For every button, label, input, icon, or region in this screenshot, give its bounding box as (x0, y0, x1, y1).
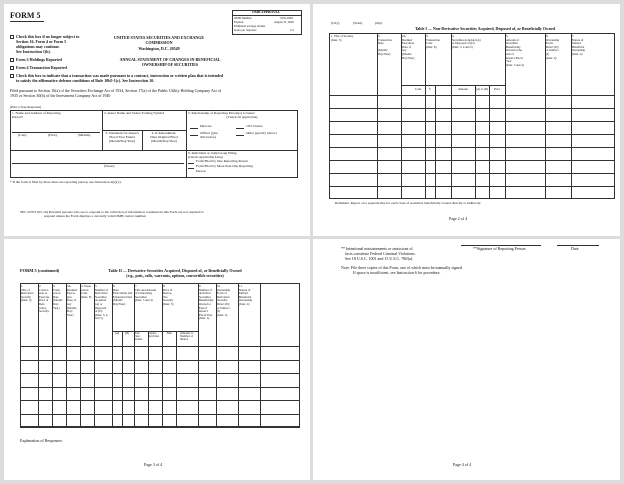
table2-col-header-line: and 5) (95, 316, 103, 321)
table1-col-header-line: (Month/ (378, 48, 388, 53)
agency-name: UNITED STATES SECURITIES AND EXCHANGE (113, 35, 205, 40)
box4-label-3: (Month/Day/Year) (151, 139, 177, 143)
table1-col-header-line: Date, if (402, 44, 411, 49)
street-label: (Street) (104, 164, 115, 168)
check-form3-holdings[interactable]: Form 3 Holdings Reported (10, 58, 62, 62)
table2-col-header-line: Derivative (21, 291, 34, 296)
table2-col-header-line: Number of (199, 287, 213, 292)
table2-col-header-line: Beneficially (199, 298, 214, 303)
table1-col-header-line: Execution (402, 41, 415, 46)
table1-col-header-line: Transaction (426, 37, 441, 42)
table2-col-header-line: (Instr. 4) (199, 316, 210, 321)
table1-col-header-line: Form: (546, 41, 554, 46)
table2-col-header-line: Securities (95, 294, 107, 299)
table1-col-header-line: 5. (506, 34, 509, 38)
box3-label-3: (Month/Day/Year) (109, 139, 135, 143)
table2-row-line (20, 400, 300, 401)
check-text-line: See Instruction 1(b). (16, 49, 51, 54)
table1-col-header-line: or Indirect (546, 48, 559, 53)
table2-col-header-line: 8. (163, 284, 166, 288)
table2-col-header-line: (Instr. 3, 4, (95, 312, 109, 317)
table1-col-header-line: (Instr. 3 and 4) (506, 62, 524, 67)
table2-col-header-line: Derivative (95, 291, 108, 296)
table2-col-header-line: Date (113, 287, 119, 292)
table2-col-header-line: 10. (217, 284, 221, 288)
table2-col-header-line: 2. (39, 284, 42, 288)
sec-notice-2: respond unless the Form displays a currently valid OMB control number. (44, 214, 147, 218)
table2-col-header-line: action (81, 287, 89, 292)
table2-col-header-line: Derivative (217, 294, 230, 299)
table2-col-header-line: Title and Amount (135, 287, 157, 292)
violations-notice-2: facts constitute Federal Criminal Violations. (345, 251, 416, 256)
table2-col-header-line: any (67, 302, 72, 306)
table1-col-header-line: 6. (546, 34, 549, 38)
table2-col-header-line: of (D) (95, 309, 103, 314)
table1-col-header-line: Transaction (378, 37, 393, 42)
table2-col-header-line: vative (39, 305, 47, 310)
table1-col-header-line: 1. Title of Security (331, 34, 354, 38)
filed-pursuant: Filed pursuant to Section 16(a) of the Securities Exchange Act of 1934, Section 17(a) of the Public Utility Holding Company Act of (10, 88, 222, 93)
table1-col-header-line: (Instr. 3) (331, 37, 342, 42)
table2-col-header-line: Expiration Date (113, 294, 133, 299)
table2-col-header-line: (Instr. 5) (163, 302, 174, 306)
table2-col-header-line: sion or (39, 291, 48, 296)
table2-col-header-line: (Instr. 3 and 4) (135, 298, 153, 303)
reporting-person-grid (10, 110, 298, 178)
table2-col-header-line: 9. (199, 284, 202, 288)
subcol-expiration: Expira-tion Date (148, 331, 160, 338)
table1-col-header-line: 3. (426, 34, 429, 38)
omb-heading: OMB APPROVAL (252, 10, 281, 14)
table1-col-header-line: Securities (506, 41, 518, 46)
table1-col-header-line: Beneficial (572, 44, 585, 49)
subcol-a: (A) (114, 331, 120, 335)
table2-col-header-line: Day/ (67, 309, 73, 314)
director-option[interactable]: Director (200, 124, 212, 128)
table2-col-header-line: 7. (135, 284, 138, 288)
table1-col-header-line: Ownership (546, 37, 560, 42)
table2-col-header-line: Year) (53, 305, 60, 310)
table1-col-header-line: Securities Acquired (A) (452, 37, 481, 42)
table2-col-header-line: End of (199, 305, 208, 310)
box1-label-2: Person* (12, 115, 24, 119)
page-2 (313, 4, 620, 236)
box3-label-2: Fiscal Year Ended (109, 135, 135, 139)
table2-col-header-line: tion (67, 294, 72, 299)
table2-col-header-line: Deemed (67, 287, 77, 292)
agency-name-2: COMMISSION (145, 40, 173, 45)
check-text-line: to satisfy the affirmative defense conditions of Rule 10b5-1(c). See Instruction 10. (16, 78, 155, 83)
form-title: FORM 5 (10, 11, 41, 20)
table2-col-header-line: Deriva- (163, 291, 173, 296)
table1-col-header-line: Code (426, 41, 433, 46)
subcol-date-exercisable: Date Exer-cisable (134, 331, 143, 341)
omb-expires: August 31, 2026 (274, 20, 294, 24)
table2-title: Table II — Derivative Securities Acquired, Disposed of, or Beneficially Owned (108, 268, 242, 273)
table2-col-header-line: Day/Year) (113, 302, 126, 306)
table1-col-header-line: Date (378, 41, 384, 46)
check-text-line: Section 16. Form 4 or Form 5 (16, 39, 67, 44)
city-label: (City) (331, 21, 340, 25)
table2-col-header-line: 11. (239, 284, 243, 288)
table2-col-header-line: Ownership (239, 298, 253, 303)
table1-col-header-line: Nature of (572, 37, 584, 42)
omb-hours-label: hours per response (234, 28, 257, 32)
box5-label: 5. Relationship of Reporting Person(s) to Issuer (188, 111, 255, 115)
box6-label: 6. Individual or Joint/Group Filing (188, 151, 237, 155)
table2-col-header-line: 6. (113, 284, 116, 288)
table1-col-header-line: Deemed (402, 37, 412, 42)
table1-col-header-line: Beneficially (506, 44, 521, 49)
table2-col-header-line: Beneficial (239, 294, 252, 299)
checkbox-icon[interactable] (10, 58, 14, 62)
table2-row-line (20, 414, 300, 415)
table2-col-header-line: Nature of (239, 287, 251, 292)
table2-col-header-line: Securities (135, 294, 147, 299)
box5-sub: (Check all applicable) (226, 115, 258, 119)
check-form4-transactions[interactable]: Form 4 Transaction Reported (10, 66, 67, 70)
table2-col-header-line: Trans- (53, 287, 61, 292)
subcol-v: V (428, 87, 432, 91)
table2-row-line (20, 387, 300, 388)
multi-person-option[interactable]: Form Filed by More than One Reporting (196, 164, 253, 168)
table2-col-header-line: Issuer's (199, 309, 208, 314)
table2-col-header-line: 1. (21, 284, 24, 288)
table1-col-header-line: (Instr. 8) (426, 44, 437, 49)
table2-col-header-line: or Indirect (217, 305, 230, 310)
form-continued-title: FORM 5 (continued) (20, 268, 60, 273)
box1-label: 1. Name and Address of Reporting (12, 111, 61, 115)
subcol-a-or-d: (A) or (D) (475, 87, 489, 91)
table2-col-header-line: (Instr. 4) (239, 302, 250, 306)
subcol-amount: Amount (458, 87, 468, 91)
table2-row-line (20, 360, 300, 361)
table2-row-line (20, 373, 300, 374)
note-copies-2: If space is insufficient, see Instruction 6 for procedure. (353, 270, 441, 275)
footnote: * If the form is filed by more than one reporting person, see Instruction 4(b)(v). (10, 180, 122, 184)
box2-issuer-label: 2. Issuer Name and Ticker Trading Symbol (104, 111, 165, 115)
subcol-code: Code (414, 87, 422, 91)
officer-option[interactable]: Officer (give (200, 131, 219, 135)
omb-burden-label: Estimated average burden (234, 24, 266, 28)
note-copies: Note: File three copies of this Form, one of which must be manually signed. (341, 265, 463, 270)
table1-col-header-line: or Disposed of (D) (452, 41, 475, 46)
table1-col-header-line: (Instr. 4) (546, 55, 557, 60)
table2-col-divider (80, 283, 81, 427)
table2-col-header-line: of Underlying (135, 291, 152, 296)
table1-col-header-line: Day/Year) (378, 52, 391, 56)
checkbox-icon[interactable] (10, 35, 14, 39)
subcol-title: Title (166, 331, 172, 335)
table1-col-header-line: Ownership (572, 48, 586, 53)
table2-col-header-line: (A) or (95, 302, 103, 306)
table1-col-header-line: 4. (452, 34, 455, 38)
name-middle: (Middle) (78, 133, 91, 137)
subcol-price: Price (493, 87, 501, 91)
table1-col-header-line: Year (506, 59, 512, 64)
zip-label: (Zip) (375, 21, 383, 25)
table1-col-header-line: Issuer's Fiscal (506, 55, 523, 60)
table2-col-header-line: 4. Trans- (81, 284, 92, 288)
table2-col-header-line: (Month/ (67, 305, 77, 310)
table2-col-header-line: Security: (217, 298, 228, 303)
table2-col-header-line: Execu- (67, 291, 76, 296)
sec-notice: SEC 2270T (05-19) Potential persons who are to respond to the collection of information contained in this Form are not required to (20, 210, 204, 214)
omb-hours: 1.0 (290, 28, 294, 32)
table1-col-header-line: (Instr. 3, 4 and 5) (452, 44, 473, 49)
checkbox-icon[interactable] (10, 74, 14, 78)
check-text-line: obligations may continue. (16, 44, 60, 49)
table1-col-header-line: Day/Year) (402, 55, 415, 60)
table2-col-header-line: Owned at (199, 302, 211, 306)
table1-col-header-line: (I) (546, 52, 549, 56)
subcol-amount-shares: Amount or Number of Shares (180, 331, 194, 341)
table2-col-header-line: Direct (D) (217, 302, 230, 306)
annual-statement-title-2: OWNERSHIP OF SECURITIES (141, 62, 199, 67)
annual-statement-title: ANNUAL STATEMENT OF CHANGES IN BENEFICIAL (119, 57, 221, 62)
table2-col-header-line: Title of (21, 287, 30, 292)
street-input-line[interactable] (12, 163, 184, 164)
subcol-d: (D) (124, 331, 130, 335)
filed-pursuant-2: 1935 or Section 30(h) of the Investment Company Act of 1940 (10, 93, 111, 98)
table2-col-header-line: Indirect (239, 291, 249, 296)
table2-col-header-line: Number of (95, 287, 109, 292)
checkbox-icon[interactable] (10, 66, 14, 70)
table2-col-header-line: Date, if (67, 298, 76, 303)
table2-col-header-line: Conver- (39, 287, 49, 292)
page-4 (313, 239, 620, 480)
table2-col-header-line: Acquired (95, 298, 107, 303)
violations-notice-3: See 18 U.S.C. 1001 and 15 U.S.C. 78ff(a). (345, 256, 414, 261)
table2-col-header-line: (Instr. 3) (21, 298, 32, 303)
omb-number-label: OMB Number: (234, 16, 253, 20)
table2-col-header-line: Deri- (39, 302, 46, 306)
box4-label: 4. If Amendment, (151, 131, 177, 135)
table2-col-header-line: (I) (217, 309, 220, 314)
page-number: Page 3 of 4 (144, 462, 163, 467)
multi-person-option-2: Person (196, 169, 206, 173)
box6-sub: (Check Applicable Line) (188, 155, 223, 159)
table2-col-divider (260, 283, 261, 427)
explanation-of-responses: Explanation of Responses: (20, 438, 63, 443)
table2-col-header-line: Ownership (217, 287, 231, 292)
one-person-option[interactable]: Form Filed by One Reporting Person (196, 159, 249, 163)
state-label: (State) (353, 21, 363, 25)
table2-col-header-line: Fiscal Year (199, 312, 213, 317)
table2-col-header-line: Security (39, 309, 49, 314)
check-10b5-1[interactable]: Check this box to indicate that a transaction was made pursuant to a contract, instruction or written plan that is intended (10, 74, 223, 78)
table1-col-header-line: 7. (572, 34, 575, 38)
table2-col-header-line: Disposed (95, 305, 107, 310)
table2-col-header-line: derivative (199, 291, 211, 296)
table2-col-header-line: 3. (53, 284, 56, 288)
table2-col-header-line: Price of (163, 287, 173, 292)
table2-col-header-line: 3A. (67, 284, 72, 288)
signature-label: **Signature of Reporting Person (473, 246, 526, 251)
table2-col-header-line: Price of (39, 298, 49, 303)
ten-percent-owner-option[interactable]: 10% Owner (246, 124, 263, 128)
agency-address: Washington, D.C. 20549 (138, 46, 180, 51)
table1-col-header-line: Indirect (572, 41, 582, 46)
page-3 (4, 239, 310, 480)
table1-col-header-line: any (402, 48, 407, 53)
print-note: (Print or Type Responses) (10, 105, 42, 109)
table2-col-header-line: Securities (199, 294, 211, 299)
table1-col-header-line: 2. (378, 34, 381, 38)
date-label: Date (571, 246, 579, 251)
page-1 (4, 4, 310, 236)
table2-col-header-line: Exercise (39, 294, 50, 299)
table2-col-header-line: Code (81, 291, 88, 296)
omb-number: 3235-0362 (280, 16, 293, 20)
name-first: (First) (48, 133, 57, 137)
table1-col-header-line: 2A. (402, 34, 407, 38)
table2-col-divider (134, 283, 138, 427)
table2-subtitle: (e.g., puts, calls, warrants, options, convertible securities) (126, 273, 224, 278)
table2-grid (20, 283, 300, 427)
table2-row-line (20, 427, 300, 428)
table2-col-header-line: Security (163, 298, 173, 303)
table1-col-header-line: (Instr. 4) (572, 52, 583, 56)
check-no-longer-subject[interactable]: Check this box if no longer subject to (10, 35, 79, 39)
name-last: (Last) (18, 133, 27, 137)
table2-col-header-line: (Instr. 4) (217, 312, 228, 317)
table2-col-header-line: Security (21, 294, 31, 299)
table1-col-header-line: (Month/ (402, 52, 412, 56)
table2-col-header-line: 5. (95, 284, 98, 288)
table1-title: Table I — Non-Derivative Securities Acquired, Disposed of, or Beneficially Owned (415, 26, 556, 31)
table1-col-header-line: Owned at the (506, 48, 522, 53)
reminder: Reminder: Report on a separate line for each class of securities beneficially owned directly or indirectly. (335, 201, 482, 205)
omb-expires-label: Expires: (234, 20, 244, 24)
table2-col-header-line: Year) (67, 312, 74, 317)
page-number: Page 2 of 4 (449, 216, 468, 221)
box4-label-2: Date Original Filed (150, 135, 178, 139)
box3-label: 3. Statement for Issuer's (105, 131, 139, 135)
table1-grid (329, 33, 615, 199)
table1-col-header-line: Direct (D) (546, 44, 559, 49)
page-number: Page 4 of 4 (453, 462, 472, 467)
table2-col-header-line: action (53, 291, 61, 296)
officer-option-2: title below) (200, 135, 217, 139)
table2-col-header-line: tive (163, 294, 168, 299)
table1-col-header-line: Amount of (506, 37, 520, 42)
table2-col-header-line: (Month/ (53, 298, 63, 303)
table2-col-header-line: Day/ (53, 302, 59, 306)
table2-col-header-line: (Month/ (113, 298, 123, 303)
violations-notice: ** Intentional misstatements or omissions of (341, 246, 413, 251)
table2-col-header-line: Form of (217, 291, 227, 296)
table2-col-header-line: Date (53, 294, 59, 299)
table2-col-header-line: Exercisable and (113, 291, 133, 296)
table1-col-header-line: end of (506, 52, 514, 56)
table2-col-header-line: (Instr. 8) (81, 294, 92, 299)
other-option[interactable]: Other (specify below) (246, 131, 277, 135)
